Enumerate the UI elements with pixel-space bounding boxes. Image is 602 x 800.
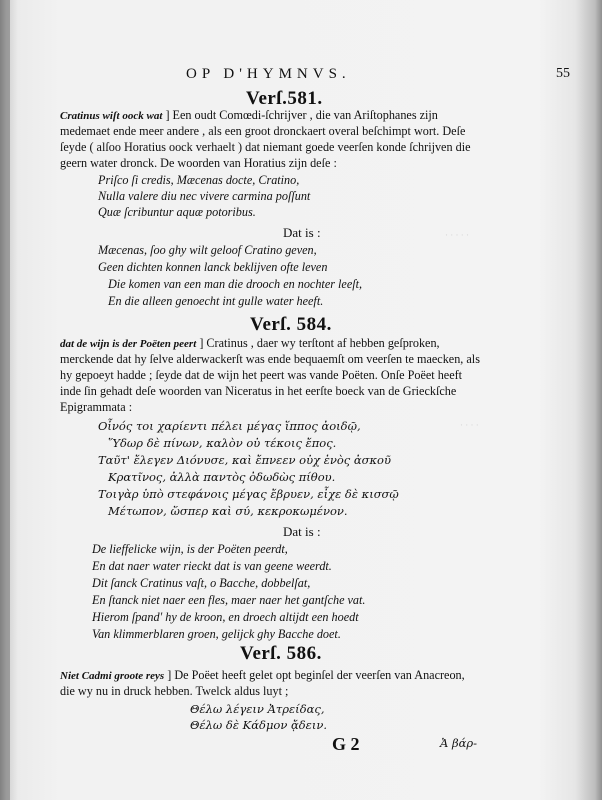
- paragraph-line: geern water dronck. De woorden van Horatius zijn deſe :: [60, 156, 337, 170]
- lemma: Niet Cadmi groote reys: [60, 670, 165, 682]
- text: Cratinus , daer wy terſtont af hebben geſproken,: [206, 336, 440, 350]
- paragraph-line: merckende dat hy ſelve alderwackerſt was ende bequaemſt om veerſen te maecken, als: [60, 352, 480, 366]
- running-head: OP D'HYMNVS.: [186, 66, 351, 82]
- text: De Poëet heeft gelet opt beginſel der veerſen van Anacreon,: [174, 668, 465, 682]
- translation-line: De lieffelicke wijn, is der Poëten peerdt,: [92, 542, 288, 556]
- greek-verse: Τοιγὰρ ὑπὸ στεφάνοις μέγας ἔβρυεν, εἶχε δὲ κισσῷ: [98, 487, 399, 501]
- bracket: ]: [165, 108, 170, 122]
- paragraph-line: die wy nu in druck hebben. Twelck aldus luyt ;: [60, 684, 289, 698]
- page-number: 55: [556, 66, 570, 81]
- bracket: ]: [167, 668, 172, 682]
- translation-line: Die komen van een man die drooch en nochter leeſt,: [108, 277, 363, 291]
- greek-verse: Οἶνός τοι χαρίεντι πέλει μέγας ἵππος ἀοιδῷ,: [98, 419, 361, 433]
- bleed-through-text: · · · · ·: [445, 230, 469, 240]
- greek-verse: Θέλω λέγειν Ἀτρείδας,: [190, 702, 325, 716]
- paragraph-line: [60, 108, 438, 123]
- translation-line: Hierom ſpand' hy de kroon, en droech altijdt een hoedt: [92, 610, 359, 624]
- translation-line: En dat naer water rieckt dat is van geene weerdt.: [92, 559, 332, 573]
- greek-verse: Ταῦτ' ἔλεγεν Διόνυσε, καὶ ἔπνεεν οὐχ ἑνὸς ἀσκοῦ: [98, 453, 391, 467]
- lemma: Cratinus wiſt oock wat: [60, 110, 163, 122]
- translation-line: En die alleen genoecht int gulle water heeft.: [108, 294, 324, 308]
- latin-verse: Priſco ſi credis, Mæcenas docte, Cratino,: [98, 173, 300, 187]
- paragraph-line: hy gepoeyt hadde ; ſeyde dat de wijn het peert was vande Poëten. Onſe Poëet heeft: [60, 368, 463, 382]
- dat-is-label: Dat is :: [283, 225, 321, 240]
- verse-heading: Verſ. 586.: [240, 643, 322, 664]
- translation-line: Geen dichten konnen lanck beklijven ofte leven: [98, 260, 328, 274]
- page-gutter-shadow: [0, 0, 10, 800]
- translation-line: Dit ſanck Cratinus vaſt, o Bacche, dobbelſat,: [92, 576, 311, 590]
- paragraph-line: [60, 668, 465, 683]
- translation-line: Mæcenas, ſoo ghy wilt geloof Cratino geven,: [98, 243, 317, 257]
- bleed-through-text: · · · ·: [460, 420, 479, 430]
- paragraph-line: medemaet ende meer andere , als een groot dronckaert overal beſchimpt wort. Deſe: [60, 124, 466, 138]
- greek-verse: Ὕδωρ δὲ πίνων, καλὸν οὐ τέκοις ἔπος.: [108, 436, 337, 450]
- paragraph-line: Epigrammata :: [60, 400, 133, 414]
- latin-verse: Nulla valere diu nec vivere carmina poſſunt: [98, 189, 311, 203]
- greek-verse: Θέλω δὲ Κάδμον ᾄδειν.: [190, 718, 328, 732]
- greek-verse: Μέτωπον, ὥσπερ καὶ σύ, κεκροκωμένον.: [108, 504, 348, 518]
- paragraph-line: ſeyde ( alſoo Horatius oock verhaelt ) dat niemant goede veerſen konde ſchrijven die: [60, 140, 471, 154]
- paragraph-line: [60, 336, 440, 351]
- text: Een oudt Comœdi-ſchrijver , die van Ariſtophanes zijn: [172, 108, 438, 122]
- greek-verse: Κρατῖνος, ἀλλὰ παντὸς ὀδωδὼς πίθου.: [108, 470, 336, 484]
- dat-is-label: Dat is :: [283, 524, 321, 539]
- paragraph-line: inde ſin gehadt deſe woorden van Niceratus in het eerſte boeck van de Grieckſche: [60, 384, 457, 398]
- bracket: ]: [199, 336, 204, 350]
- latin-verse: Quæ ſcribuntur aquæ potoribus.: [98, 205, 256, 219]
- signature-mark: G 2: [332, 734, 360, 754]
- catchword: Ἀ βάρ-: [440, 736, 478, 750]
- translation-line: En ſtanck niet naer een fles, maer naer het gantſche vat.: [92, 593, 366, 607]
- lemma: dat de wijn is der Poëten peert: [60, 338, 197, 350]
- translation-line: Van klimmerblaren groen, gelijck ghy Bacche doet.: [92, 627, 341, 641]
- verse-heading: Verſ.581.: [246, 88, 323, 109]
- verse-heading: Verſ. 584.: [250, 314, 332, 335]
